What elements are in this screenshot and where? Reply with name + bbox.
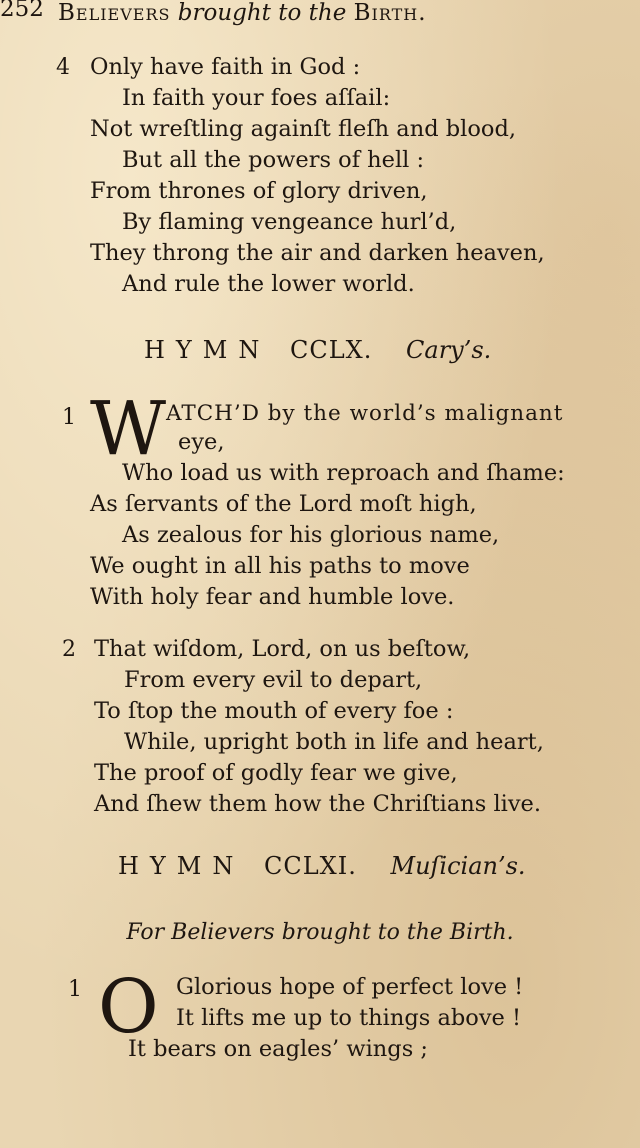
running-head-italic: brought to the <box>177 0 347 26</box>
verse-line: It lifts me up to things above ! <box>176 1005 522 1031</box>
verse-line: To ſtop the mouth of every foe : <box>94 698 454 724</box>
verse-line: We ought in all his paths to move <box>90 553 470 579</box>
verse-line: It bears on eagles’ wings ; <box>128 1036 428 1062</box>
verse-line: With holy fear and humble love. <box>90 584 455 610</box>
hymn-subtitle: For Believers brought to the Birth. <box>126 920 514 945</box>
running-head-caps: Believers <box>58 0 171 26</box>
verse-line: ATCH’D by the world’s malignant <box>166 401 564 426</box>
verse-line: Glorious hope of perfect love ! <box>176 974 524 1000</box>
page-number: 252 <box>0 0 44 22</box>
drop-capital: W <box>90 386 167 472</box>
verse-line: As ſervants of the Lord moſt high, <box>90 491 477 517</box>
verse-number: 4 <box>56 55 70 80</box>
hymn-author: Muſician’s. <box>390 852 526 880</box>
hymn-numeral: CCLXI. <box>264 852 357 880</box>
hymn-label: HYMN <box>144 336 271 364</box>
verse-line: They throng the air and darken heaven, <box>90 240 545 266</box>
hymn-title-261 <box>118 852 608 880</box>
verse-line: Who load us with reproach and ſhame: <box>122 460 565 486</box>
drop-capital: O <box>98 964 159 1050</box>
running-head-caps-2: Birth. <box>353 0 427 26</box>
verse-line: From thrones of glory driven, <box>90 178 428 204</box>
verse-line: Only have faith in God : <box>90 54 361 80</box>
verse-line: By flaming vengeance hurl’d, <box>122 209 457 235</box>
verse-line: But all the powers of hell : <box>122 147 425 173</box>
verse-line: And rule the lower world. <box>122 271 415 297</box>
verse-line: From every evil to depart, <box>124 667 423 693</box>
verse-line: eye, <box>178 429 225 455</box>
verse-number: 1 <box>62 405 76 430</box>
verse-line: The proof of godly fear we give, <box>94 760 458 786</box>
verse-line: As zealous for his glorious name, <box>122 522 500 548</box>
hymn-label: HYMN <box>118 852 245 880</box>
verse-line: In faith your foes aſſail: <box>122 85 391 111</box>
hymn-numeral: CCLX. <box>290 336 373 364</box>
verse-line: That wiſdom, Lord, on us beſtow, <box>94 636 471 662</box>
verse-line: Not wreſtling againſt fleſh and blood, <box>90 116 517 142</box>
verse-number: 1 <box>68 977 82 1002</box>
hymn-title-260 <box>144 336 614 364</box>
verse-line: And ſhew them how the Chriſtians live. <box>94 791 542 817</box>
verse-number: 2 <box>62 637 76 662</box>
running-head <box>0 0 640 26</box>
hymn-author: Cary’s. <box>406 336 492 364</box>
verse-line: While, upright both in life and heart, <box>124 729 544 755</box>
